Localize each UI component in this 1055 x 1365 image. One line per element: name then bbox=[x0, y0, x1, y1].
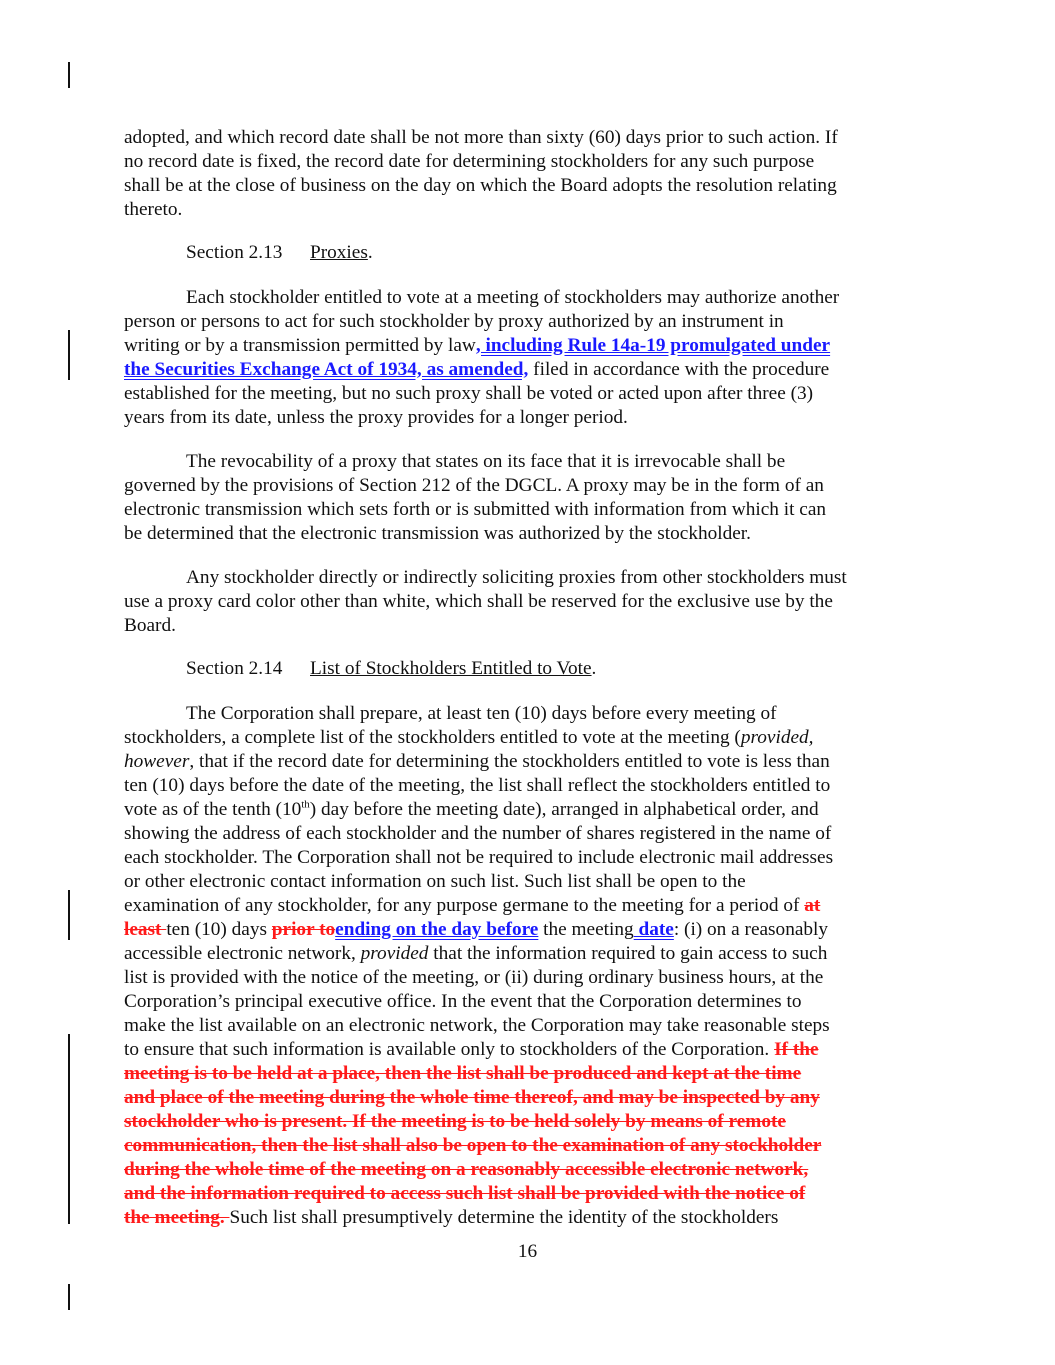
text-line bbox=[124, 1206, 932, 1230]
text-line: person or persons to act for such stockholder by proxy authorized by an instrument in bbox=[124, 311, 784, 332]
text-run: ) day before the meeting date), arranged in alphabetical order, and bbox=[309, 799, 819, 820]
text-line: established for the meeting, but no such proxy shall be voted or acted upon after three (3) bbox=[124, 383, 814, 404]
text-line: ten (10) days before the date of the meeting, the list shall reflect the stockholders entitled to bbox=[124, 775, 831, 796]
paragraph-proxy-card bbox=[124, 566, 932, 638]
page-number: 16 bbox=[517, 1241, 538, 1262]
text-line bbox=[124, 358, 932, 382]
text-line: list is provided with the notice of the meeting, or (ii) during ordinary business hours, at the bbox=[124, 967, 824, 988]
text-line bbox=[124, 750, 932, 774]
text-line: Any stockholder directly or indirectly soliciting proxies from other stockholders must bbox=[186, 567, 847, 588]
text-line: showing the address of each stockholder and the number of shares registered in the name of bbox=[124, 823, 832, 844]
text-run: , that if the record date for determining the stockholders entitled to vote is less than bbox=[189, 751, 830, 772]
text-run: writing or by a transmission permitted by law bbox=[124, 335, 476, 356]
text-line: each stockholder. The Corporation shall not be required to include electronic mail addresses bbox=[124, 847, 834, 868]
text-line: Board. bbox=[124, 615, 176, 636]
text-line: The revocability of a proxy that states on its face that it is irrevocable shall be bbox=[186, 451, 786, 472]
text-line: use a proxy card color other than white, which shall be reserved for the exclusive use by the bbox=[124, 591, 833, 612]
paragraph-record-date bbox=[124, 126, 932, 222]
inserted-text: ending on the day before bbox=[335, 919, 539, 940]
paragraph-stockholder-list bbox=[124, 702, 932, 1230]
text-line: be determined that the electronic transmission was authorized by the stockholder. bbox=[124, 523, 751, 544]
deleted-text-line: stockholder who is present. If the meeting is to be held solely by means of remote bbox=[124, 1111, 786, 1132]
text-line bbox=[124, 798, 932, 822]
text-run: vote as of the tenth (10 bbox=[124, 799, 302, 820]
deleted-text-line: and place of the meeting during the whole time thereof, and may be inspected by any bbox=[124, 1087, 820, 1108]
text-line bbox=[124, 942, 932, 966]
text-line: Each stockholder entitled to vote at a meeting of stockholders may authorize another bbox=[186, 287, 840, 308]
change-bar-proxies bbox=[68, 330, 70, 380]
text-line: shall be at the close of business on the day on which the Board adopts the resolution relating bbox=[124, 175, 837, 196]
text-run: the meeting bbox=[538, 919, 634, 940]
text-line: The Corporation shall prepare, at least ten (10) days before every meeting of bbox=[186, 703, 777, 724]
section-number: Section 2.13 bbox=[186, 242, 283, 263]
section-number: Section 2.14 bbox=[186, 658, 283, 679]
text-run: stockholders, a complete list of the stockholders entitled to vote at the meeting ( bbox=[124, 727, 741, 748]
deleted-text: the meeting. bbox=[124, 1207, 230, 1228]
text-line bbox=[124, 334, 932, 358]
text-line: electronic transmission which sets forth or is submitted with information from which it can bbox=[124, 499, 827, 520]
italic-text: however bbox=[124, 751, 190, 772]
change-bar-top bbox=[68, 62, 70, 88]
inserted-text: date bbox=[633, 919, 674, 940]
deleted-text-line: and the information required to access such list shall be provided with the notice of bbox=[124, 1183, 806, 1204]
section-title: Proxies bbox=[310, 242, 368, 263]
text-run: accessible electronic network, bbox=[124, 943, 361, 964]
paragraph-proxies bbox=[124, 286, 932, 430]
deleted-text: If the bbox=[774, 1039, 819, 1060]
text-line: or other electronic contact information on such list. Such list shall be open to the bbox=[124, 871, 746, 892]
paragraph-revocability bbox=[124, 450, 932, 546]
section-title-period: . bbox=[591, 658, 597, 679]
change-bar-list-period bbox=[68, 890, 70, 940]
text-line: Corporation’s principal executive office. In the event that the Corporation determines to bbox=[124, 991, 802, 1012]
text-line: make the list available on an electronic network, the Corporation may take reasonable steps bbox=[124, 1015, 830, 1036]
text-line: thereto. bbox=[124, 199, 183, 220]
text-line bbox=[124, 1038, 932, 1062]
text-run: : (i) on a reasonably bbox=[673, 919, 829, 940]
change-bar-bottom bbox=[68, 1284, 70, 1310]
deleted-text: least bbox=[124, 919, 167, 940]
text-run: Such list shall presumptively determine the identity of the stockholders bbox=[229, 1207, 779, 1228]
deleted-text-line: meeting is to be held at a place, then the list shall be produced and kept at the time bbox=[124, 1063, 802, 1084]
text-line bbox=[124, 726, 932, 750]
italic-text: provided, bbox=[740, 727, 814, 748]
superscript: th bbox=[301, 798, 310, 811]
inserted-text: the Securities Exchange Act of 1934, as amended, bbox=[124, 359, 529, 380]
text-run: filed in accordance with the procedure bbox=[528, 359, 830, 380]
text-run: examination of any stockholder, for any purpose germane to the meeting for a period of bbox=[124, 895, 805, 916]
text-run: to ensure that such information is available only to stockholders of the Corporation. bbox=[124, 1039, 775, 1060]
text-line: years from its date, unless the proxy provides for a longer period. bbox=[124, 407, 628, 428]
text-run: that the information required to gain access to such bbox=[428, 943, 828, 964]
text-line: no record date is fixed, the record date for determining stockholders for any such purpose bbox=[124, 151, 815, 172]
text-line: adopted, and which record date shall be not more than sixty (60) days prior to such action. If bbox=[124, 127, 838, 148]
section-2-14-heading bbox=[124, 657, 932, 681]
inserted-text: , including Rule 14a-19 promulgated under bbox=[475, 335, 831, 356]
section-title: List of Stockholders Entitled to Vote bbox=[310, 658, 592, 679]
section-title-period: . bbox=[367, 242, 373, 263]
italic-text: provided bbox=[360, 943, 429, 964]
text-run: ten (10) days bbox=[166, 919, 272, 940]
section-2-13-heading bbox=[124, 241, 932, 265]
deleted-text: prior to bbox=[271, 919, 336, 940]
deleted-text: at bbox=[804, 895, 821, 916]
change-bar-deleted-text bbox=[68, 1034, 70, 1224]
text-line bbox=[124, 918, 932, 942]
deleted-text-line: during the whole time of the meeting on a reasonably accessible electronic network, bbox=[124, 1159, 809, 1180]
text-line bbox=[124, 894, 932, 918]
deleted-text-line: communication, then the list shall also be open to the examination of any stockholder bbox=[124, 1135, 822, 1156]
text-line: governed by the provisions of Section 212 of the DGCL. A proxy may be in the form of an bbox=[124, 475, 824, 496]
